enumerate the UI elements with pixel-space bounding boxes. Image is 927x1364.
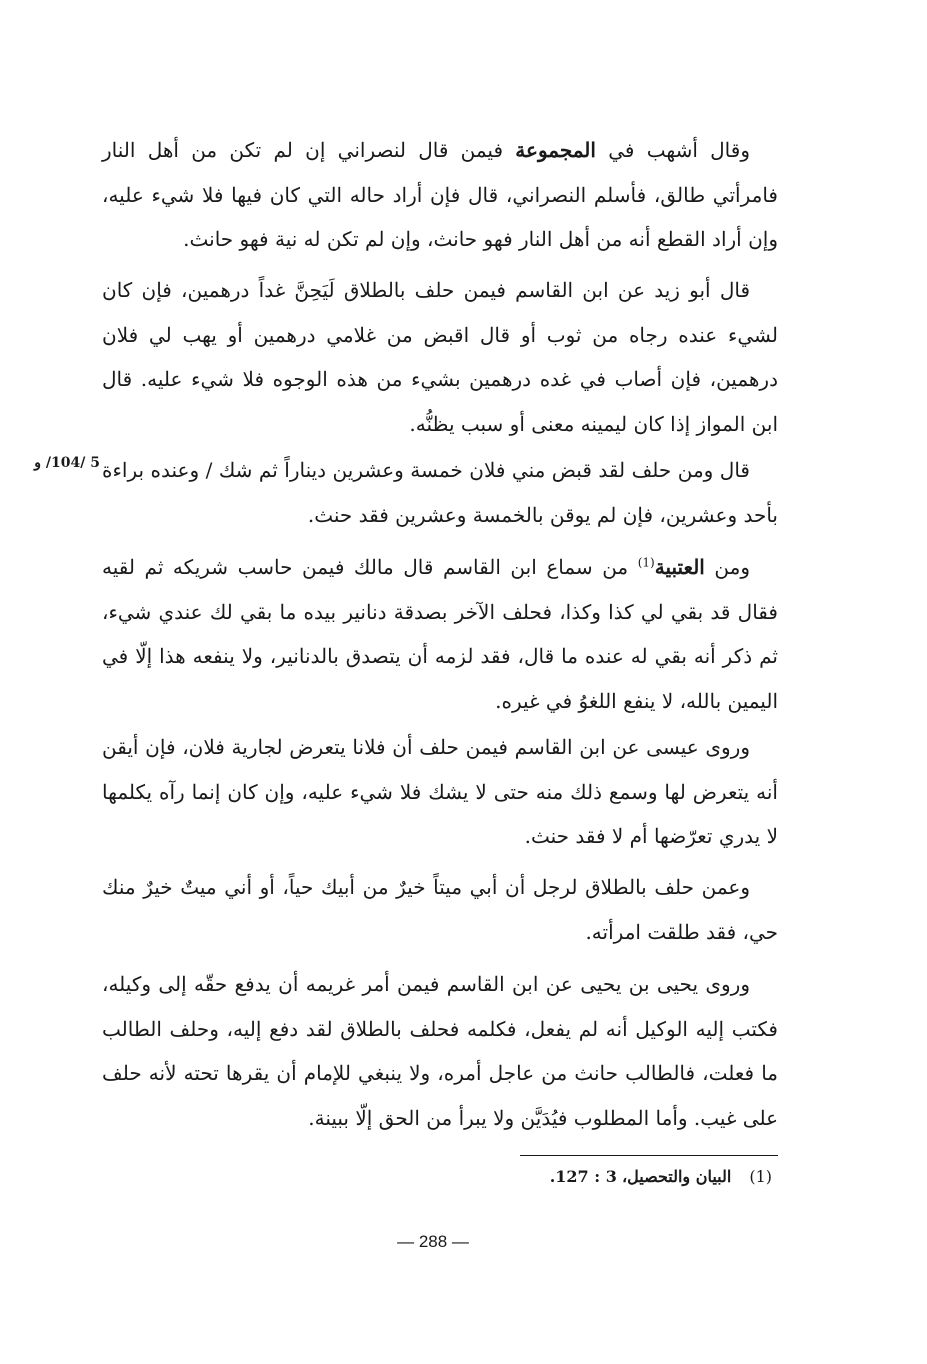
- text-run: من سماع ابن القاسم قال مالك فيمن حاسب شريكه ثم لقيه فقال قد بقي لي كذا وكذا، فحلف الآخر بصدقة دنانير بيده ما بقي لك عندي شيء، ثم ذكر أنه بقي له عنده ما قال، فقد لزمه أن يتصدق بالدنانير، ولا ينفعه هذا إلّا في اليمين بالله، لا ينفع اللغوُ في غيره.: [102, 555, 778, 713]
- paragraph-text: [102, 268, 778, 446]
- paragraph-text: [102, 545, 778, 723]
- text-run: وعمن حلف بالطلاق لرجل أن أبي ميتاً خيرٌ من أبيك حياً، أو أني ميتٌ خيرٌ منك حي، فقد طلقت امرأته.: [102, 875, 778, 944]
- text-run: وروى يحيى بن يحيى عن ابن القاسم فيمن أمر غريمه أن يدفع حقّه إلى وكيله، فكتب إليه الوكيل أنه لم يفعل، فكلمه فحلف بالطلاق لقد دفع إليه، وحلف الطالب ما فعلت، فالطالب حانث من عاجل أمره، ولا ينبغي للإمام أن يقرها تحته لأنه حلف على غيب. وأما المطلوب فيُدَيَّن ولا يبرأ من الحق إلّا ببينة.: [102, 972, 778, 1130]
- paragraph: [102, 128, 778, 262]
- paragraph: [102, 725, 778, 859]
- page-number: — 288 —: [397, 1232, 469, 1251]
- footnote-reference: 3 : 127.: [549, 1167, 617, 1186]
- footnote-source: البيان والتحصيل،: [621, 1167, 732, 1186]
- text-run: وقال أشهب في: [595, 138, 750, 162]
- text-run: وروى عيسى عن ابن القاسم فيمن حلف أن فلانا يتعرض لجارية فلان، فإن أيقن أنه يتعرض لها وسمع ذلك منه حتى لا يشك فلا شيء عليه، وإن كان إنما رآه يكلمها لا يدري تعرّضها أم لا فقد حنث.: [102, 735, 778, 848]
- paragraph-text: [102, 865, 778, 954]
- text-run: قال ومن حلف لقد قبض مني فلان خمسة وعشرين ديناراً ثم شك / وعنده براءة بأحد وعشرين، فإن لم يوقن بالخمسة وعشرين فقد حنث.: [102, 458, 778, 527]
- cited-work-title: المجموعة: [515, 138, 596, 162]
- paragraph: [102, 448, 778, 537]
- paragraph: [102, 962, 778, 1140]
- cited-work-title: العتبية: [654, 555, 705, 579]
- margin-folio-reference: 5 /104/ و: [34, 455, 100, 471]
- paragraph: [102, 545, 778, 723]
- paragraph-text: [102, 725, 778, 859]
- footnote-reference-mark: (1): [637, 555, 655, 570]
- paragraph: [102, 865, 778, 954]
- footnote-divider: [520, 1155, 778, 1156]
- paragraph-text: [102, 448, 778, 537]
- text-run: قال أبو زيد عن ابن القاسم فيمن حلف بالطلاق لَيَحِنَّ غداً درهمين، فإن كان لشيء عنده رجاه من ثوب أو قال اقبض من غلامي درهمين أو يهب لي فلان درهمين، فإن أصاب في غده درهمين بشيء من هذه الوجوه فلا شيء عليه. قال ابن المواز إذا كان ليمينه معنى أو سبب يظنُّه.: [102, 278, 778, 436]
- paragraph: [102, 268, 778, 446]
- paragraph-text: [102, 962, 778, 1140]
- footnote: [420, 1163, 772, 1191]
- text-run: فيمن قال لنصراني إن لم تكن من أهل النار فامرأتي طالق، فأسلم النصراني، قال فإن أراد حاله التي كان فيها فلا شيء عليه، وإن أراد القطع أنه من أهل النار فهو حانث، وإن لم تكن له نية فهو حانث.: [102, 138, 778, 251]
- footnote-number: (1): [749, 1167, 772, 1186]
- text-run: ومن: [704, 555, 750, 579]
- paragraph-text: [102, 128, 778, 262]
